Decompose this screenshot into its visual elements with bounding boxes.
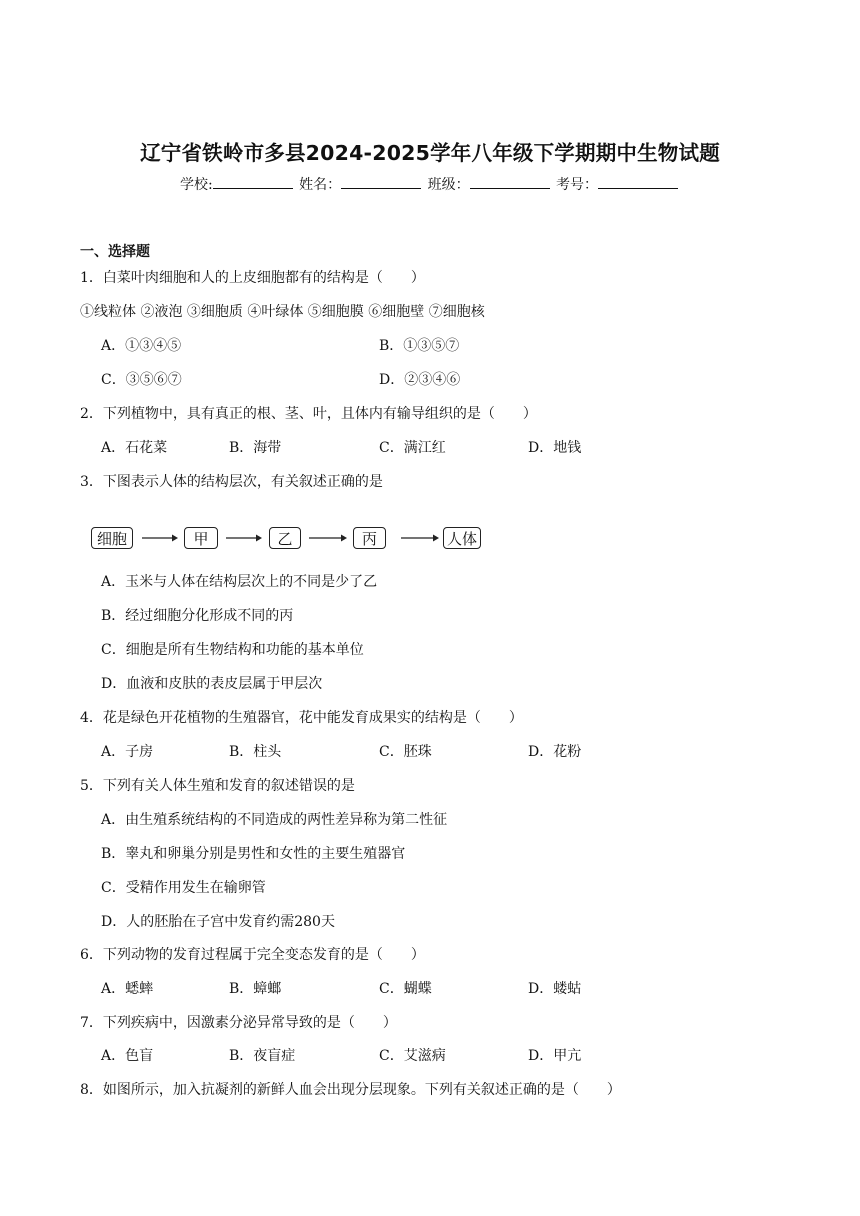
arrow-right-icon — [309, 532, 347, 544]
question-4-option-b[interactable]: B．柱头 — [229, 744, 282, 760]
question-4-option-c[interactable]: C．胚珠 — [379, 744, 432, 760]
exam-no-field[interactable] — [598, 174, 678, 189]
question-2-option-b[interactable]: B．海带 — [229, 440, 282, 456]
school-label: 学校: — [179, 177, 213, 193]
question-2-option-a[interactable]: A．石花菜 — [101, 440, 168, 456]
question-3-option-b[interactable]: B．经过细胞分化形成不同的丙 — [101, 608, 294, 624]
student-info-line — [0, 174, 860, 194]
arrow-right-icon — [401, 532, 439, 544]
question-4-stem: 4．花是绿色开花植物的生殖器官，花中能发育成果实的结构是（ ） — [80, 710, 523, 726]
question-5-stem: 5．下列有关人体生殖和发育的叙述错误的是 — [80, 778, 355, 794]
question-6-stem: 6．下列动物的发育过程属于完全变态发育的是（ ） — [80, 947, 425, 963]
question-6-option-d[interactable]: D．蝼蛄 — [528, 981, 582, 997]
arrow-right-icon — [142, 532, 178, 544]
question-1-option-b[interactable]: B．①③⑤⑦ — [379, 338, 460, 354]
question-7-option-c[interactable]: C．艾滋病 — [379, 1048, 446, 1064]
question-3-option-c[interactable]: C．细胞是所有生物结构和功能的基本单位 — [101, 642, 364, 658]
question-8-stem: 8．如图所示，加入抗凝剂的新鲜人血会出现分层现象。下列有关叙述正确的是（ ） — [80, 1082, 621, 1098]
question-1-items: ①线粒体 ②液泡 ③细胞质 ④叶绿体 ⑤细胞膜 ⑥细胞壁 ⑦细胞核 — [80, 304, 485, 320]
question-7-option-d[interactable]: D．甲亢 — [528, 1048, 582, 1064]
diagram-box-yi: 乙 — [269, 527, 301, 549]
diagram-box-bing: 丙 — [353, 527, 386, 549]
question-1-option-a[interactable]: A．①③④⑤ — [101, 338, 182, 354]
question-1-option-c[interactable]: C．③⑤⑥⑦ — [101, 372, 182, 388]
question-4-option-d[interactable]: D．花粉 — [528, 744, 582, 760]
diagram-box-jia: 甲 — [184, 527, 218, 549]
question-3-stem: 3．下图表示人体的结构层次，有关叙述正确的是 — [80, 474, 383, 490]
question-1-option-d[interactable]: D．②③④⑥ — [379, 372, 461, 388]
name-label: 姓名： — [299, 177, 342, 193]
question-2-stem: 2．下列植物中，具有真正的根、茎、叶，且体内有输导组织的是（ ） — [80, 406, 537, 422]
question-2-option-c[interactable]: C．满江红 — [379, 440, 446, 456]
diagram-box-human: 人体 — [443, 527, 481, 549]
arrow-right-icon — [226, 532, 262, 544]
question-7-stem: 7．下列疾病中，因激素分泌异常导致的是（ ） — [80, 1015, 397, 1031]
question-5-option-b[interactable]: B．睾丸和卵巢分别是男性和女性的主要生殖器官 — [101, 846, 406, 862]
school-field[interactable] — [213, 174, 293, 189]
question-5-option-d[interactable]: D．人的胚胎在子宫中发育约需280天 — [101, 914, 335, 930]
question-2-option-d[interactable]: D．地钱 — [528, 440, 582, 456]
exam-title: 辽宁省铁岭市多县2024-2025学年八年级下学期期中生物试题 — [140, 141, 720, 165]
question-5-option-c[interactable]: C．受精作用发生在输卵管 — [101, 880, 266, 896]
question-6-option-b[interactable]: B．蟑螂 — [229, 981, 282, 997]
question-6-option-a[interactable]: A．蟋蟀 — [101, 981, 154, 997]
name-field[interactable] — [341, 174, 421, 189]
class-field[interactable] — [470, 174, 550, 189]
diagram-box-cell: 细胞 — [91, 527, 133, 549]
exam-no-label: 考号： — [556, 177, 599, 193]
class-label: 班级： — [427, 177, 470, 193]
question-3-option-d[interactable]: D．血液和皮肤的表皮层属于甲层次 — [101, 676, 323, 692]
question-7-option-a[interactable]: A．色盲 — [101, 1048, 154, 1064]
section-heading: 一、选择题 — [80, 244, 150, 260]
question-3-option-a[interactable]: A．玉米与人体在结构层次上的不同是少了乙 — [101, 574, 378, 590]
question-6-option-c[interactable]: C．蝴蝶 — [379, 981, 432, 997]
question-1-stem: 1．白菜叶肉细胞和人的上皮细胞都有的结构是（ ） — [80, 270, 425, 286]
question-5-option-a[interactable]: A．由生殖系统结构的不同造成的两性差异称为第二性征 — [101, 812, 448, 828]
question-7-option-b[interactable]: B．夜盲症 — [229, 1048, 296, 1064]
question-4-option-a[interactable]: A．子房 — [101, 744, 154, 760]
